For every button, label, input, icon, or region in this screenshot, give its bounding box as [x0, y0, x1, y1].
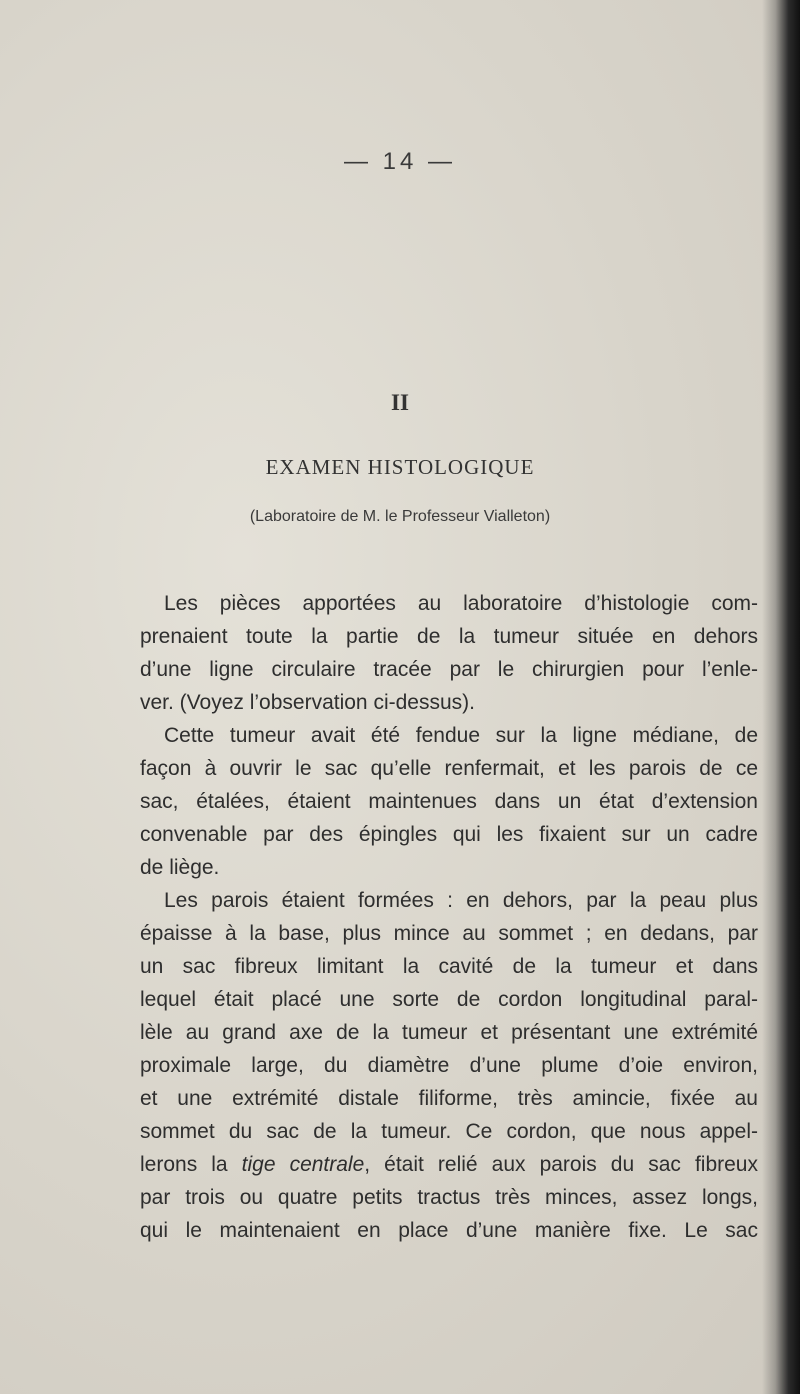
- text-line: Cette tumeur avait été fendue sur la ligne médiane, de: [164, 724, 758, 747]
- section-subtitle: (Laboratoire de M. le Professeur Vialleton): [249, 508, 551, 525]
- book-binding-edge: [762, 0, 800, 1394]
- text-line: épaisse à la base, plus mince au sommet ; en dedans, par: [140, 922, 758, 945]
- body-text: [140, 587, 758, 1247]
- text-line: ver. (Voyez l’observation ci-dessus).: [140, 691, 475, 714]
- italic-term: tige centrale: [241, 1153, 365, 1176]
- text-line: lequel était placé une sorte de cordon longitudinal paral-: [140, 988, 758, 1011]
- section-title: EXAMEN HISTOLOGIQUE: [265, 455, 535, 479]
- text-line: de liège.: [140, 856, 220, 879]
- text-line: proximale large, du diamètre d’une plume d’oie environ,: [140, 1054, 758, 1077]
- text-line: prenaient toute la partie de la tumeur située en dehors: [140, 625, 758, 648]
- text-line: et une extrémité distale filiforme, très amincie, fixée au: [140, 1087, 758, 1110]
- text-line: Les pièces apportées au laboratoire d’histologie com-: [164, 592, 758, 615]
- text-fragment: lerons la: [140, 1153, 242, 1176]
- text-line: Les parois étaient formées : en dehors, par la peau plus: [164, 889, 758, 912]
- text-line: sommet du sac de la tumeur. Ce cordon, que nous appel-: [140, 1120, 758, 1143]
- text-line: lèle au grand axe de la tumeur et présentant une extrémité: [140, 1021, 758, 1044]
- text-line: par trois ou quatre petits tractus très minces, assez longs,: [140, 1186, 758, 1209]
- text-line: d’une ligne circulaire tracée par le chirurgien pour l’enle-: [140, 658, 758, 681]
- text-line: un sac fibreux limitant la cavité de la tumeur et dans: [140, 955, 758, 978]
- text-line: sac, étalées, étaient maintenues dans un état d’extension: [140, 790, 758, 813]
- page-number: — 14 —: [343, 148, 457, 175]
- text-fragment: , était relié aux parois du sac fibreux: [364, 1153, 758, 1176]
- text-line: qui le maintenaient en place d’une manière fixe. Le sac: [140, 1219, 758, 1242]
- text-line: façon à ouvrir le sac qu’elle renfermait, et les parois de ce: [140, 757, 758, 780]
- text-line: convenable par des épingles qui les fixaient sur un cadre: [140, 823, 758, 846]
- text-line-italic: [140, 1148, 758, 1181]
- section-numeral: II: [391, 390, 409, 415]
